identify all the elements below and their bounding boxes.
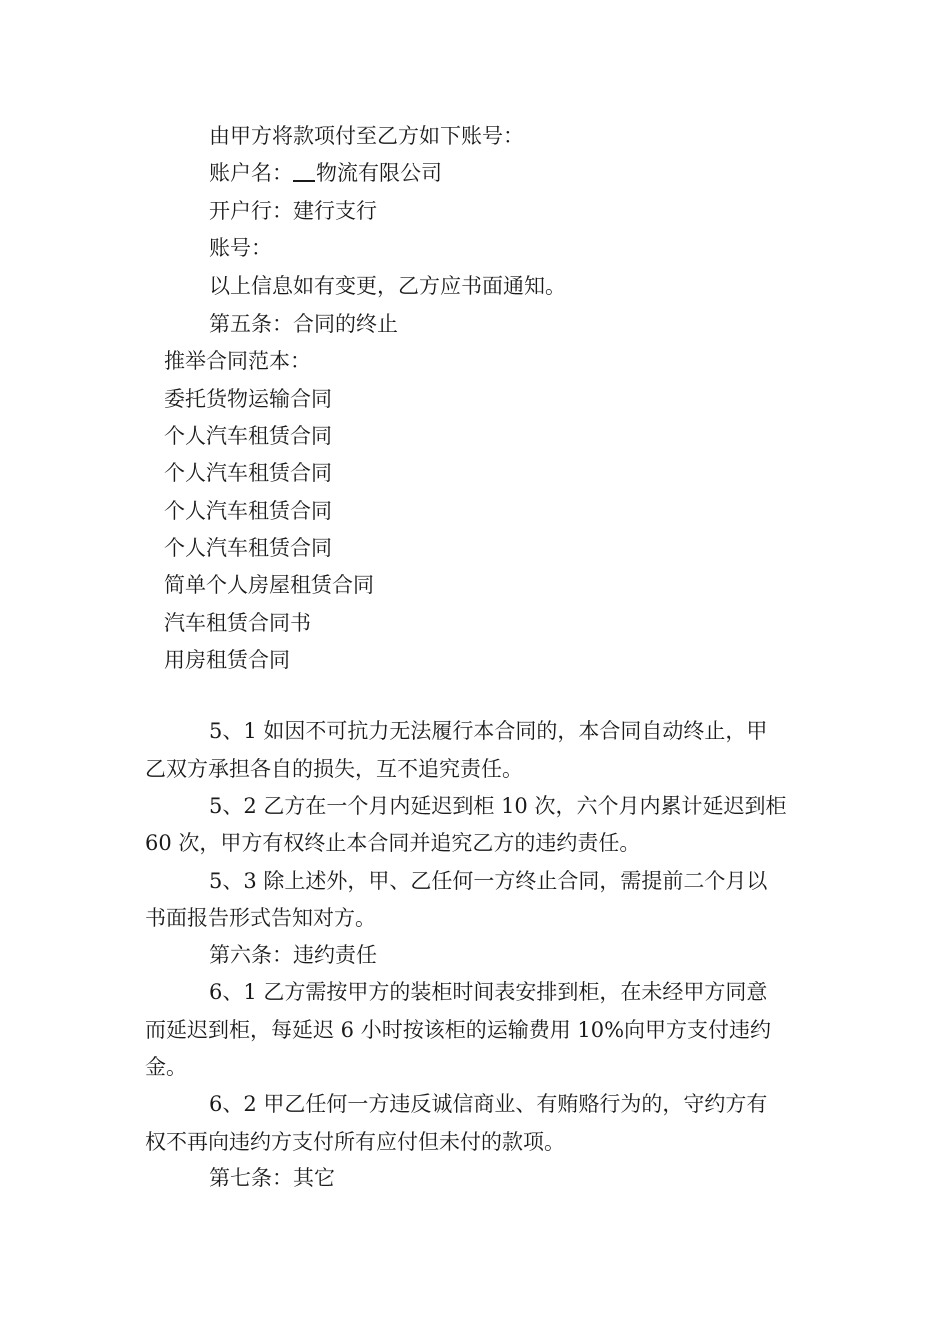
clause-5-2-line1: 5、2 乙方在一个月内延迟到柜 10 次，六个月内累计延迟到柜 [209, 794, 787, 818]
clause-5-1-line1: 5、1 如因不可抗力无法履行本合同的，本合同自动终止，甲 [209, 719, 768, 743]
recommend-link[interactable]: 简单个人房屋租赁合同 [164, 573, 374, 597]
clause-5-2-line2: 60 次，甲方有权终止本合同并追究乙方的违约责任。 [145, 831, 641, 855]
account-bank: 开户行：建行支行 [209, 199, 377, 223]
recommend-link[interactable]: 个人汽车租赁合同 [164, 461, 332, 485]
account-name-value: 物流有限公司 [316, 161, 442, 185]
account-change-notice: 以上信息如有变更，乙方应书面通知。 [209, 274, 566, 298]
recommend-link[interactable]: 个人汽车租赁合同 [164, 536, 332, 560]
blank-underline [293, 162, 315, 182]
clause-6-1-line2: 而延迟到柜，每延迟 6 小时按该柜的运输费用 10%向甲方支付违约 [145, 1018, 772, 1042]
clause-5-1-line2: 乙双方承担各自的损失，互不追究责任。 [145, 757, 523, 781]
recommend-link[interactable]: 个人汽车租赁合同 [164, 499, 332, 523]
account-intro: 由甲方将款项付至乙方如下账号： [209, 124, 524, 148]
clause-6-1-line3: 金。 [145, 1055, 187, 1079]
recommend-link[interactable]: 委托货物运输合同 [164, 387, 332, 411]
clause-5-3-line2: 书面报告形式告知对方。 [145, 906, 376, 930]
clause-6-2-line2: 权不再向违约方支付所有应付但未付的款项。 [145, 1130, 565, 1154]
account-name-label: 账户名： [209, 161, 293, 185]
recommend-link[interactable]: 汽车租赁合同书 [164, 611, 311, 635]
recommend-title: 推举合同范本： [164, 349, 311, 373]
recommend-link[interactable]: 个人汽车租赁合同 [164, 424, 332, 448]
recommend-link[interactable]: 用房租赁合同 [164, 648, 290, 672]
clause-5-3-line1: 5、3 除上述外，甲、乙任何一方终止合同，需提前二个月以 [209, 869, 768, 893]
article7-title: 第七条：其它 [209, 1166, 335, 1190]
clause-6-2-line1: 6、2 甲乙任何一方违反诚信商业、有贿赂行为的，守约方有 [209, 1092, 768, 1116]
account-name-line [209, 159, 442, 187]
account-number-label: 账号： [209, 236, 272, 260]
clause-6-1-line1: 6、1 乙方需按甲方的装柜时间表安排到柜，在未经甲方同意 [209, 980, 768, 1004]
article5-title: 第五条：合同的终止 [209, 312, 398, 336]
article6-title: 第六条：违约责任 [209, 943, 377, 967]
